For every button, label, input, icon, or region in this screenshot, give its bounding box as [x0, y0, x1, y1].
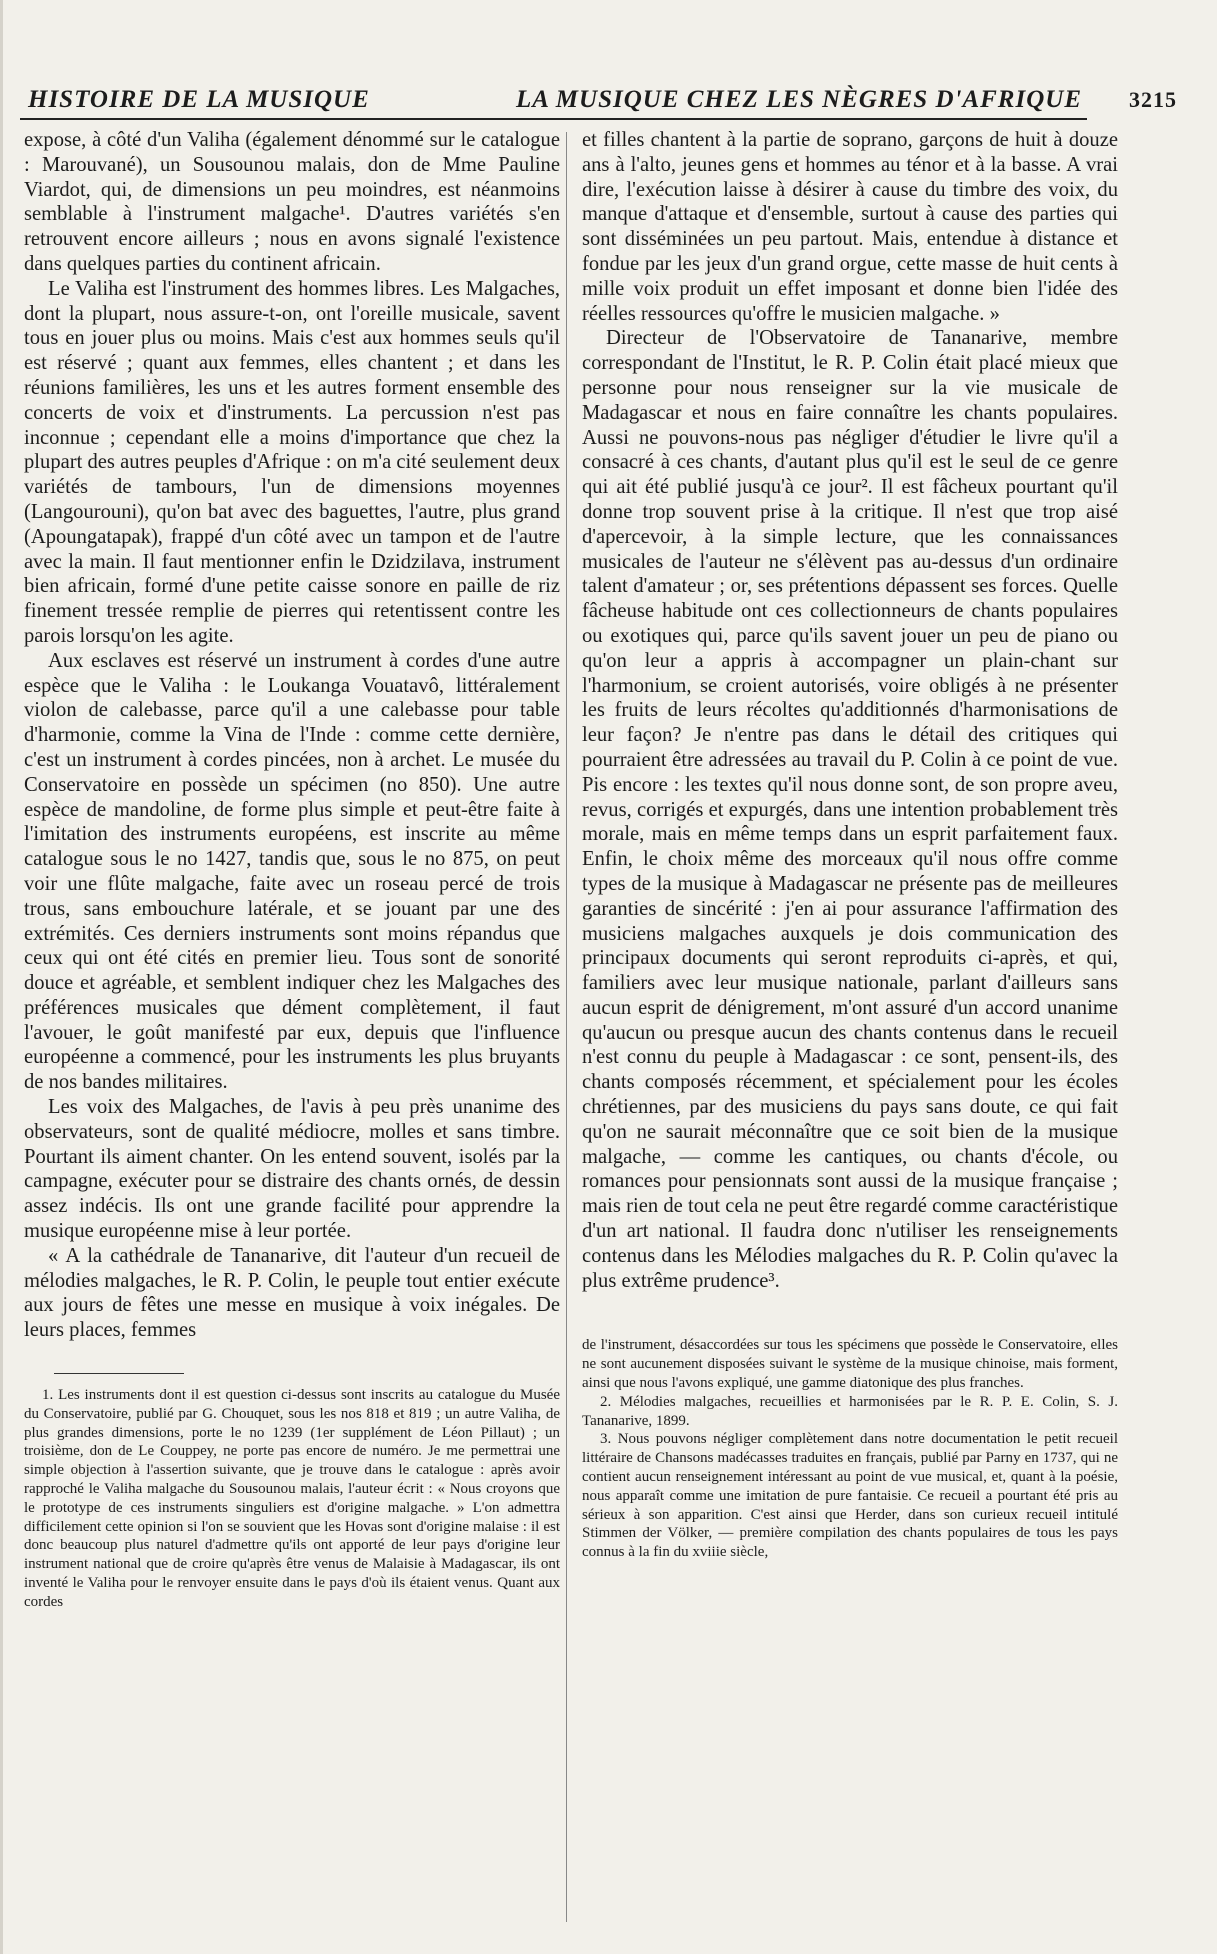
footnote: 1. Les instruments dont il est question ci-dessus sont inscrits au catalogue du Musée du Conservatoire, publié par G. Chouquet, sous les nos 818 et 819 ; un autre Valiha, de plus grandes dimensions, porte le no 1239 (1er supplément de Léon Pillaut) ; un troisième, don de Le Couppey, ne porte pas encore de numéro. Je me permettrai une simple objection à l'assertion suivante, que je trouve dans le catalogue : après avoir rapproché le Valiha malgache du Sousounou malais, l'auteur écrit : « Nous croyons que le prototype de ces instruments singuliers est d'origine malgache. » L'on admettra difficilement cette opinion si l'on se souvient que les Hovas sont d'origine malaise : il est donc beaucoup plus naturel d'admettre qu'ils ont apporté de leur pays d'origine leur instrument national que de croire qu'après être venus de Malaisie à Madagascar, ils ont inventé le Valiha pour le renvoyer ensuite dans le pays d'où ils étaient venus. Quant aux cordes: [24, 1387, 560, 1610]
right-column: [582, 128, 1118, 1562]
paragraph: « A la cathédrale de Tananarive, dit l'auteur d'un recueil de mélodies malgaches, le R. P. Colin, le peuple tout entier exécute aux jours de fêtes une messe en musique à voix inégales. De leurs places, femmes: [24, 1244, 560, 1342]
page-edge-shadow: [0, 0, 3, 1954]
right-footnotes: [582, 1336, 1118, 1562]
paragraph: Aux esclaves est réservé un instrument à cordes d'une autre espèce que le Valiha : le Loukanga Vouatavô, littéralement violon de calebasse, parce qu'il a une calebasse pour table d'harmonie, comme la Vina de l'Inde : comme cette dernière, c'est un instrument à cordes pincées, non à archet. Le musée du Conservatoire en possède un spécimen (no 850). Une autre espèce de mandoline, de forme plus simple et peut-être faite à l'imitation des instruments européens, est inscrite au même catalogue sous le no 1427, tandis que, sous le no 875, on peut voir une flûte malgache, faite avec un roseau percé de trois trous, sans embouchure latérale, et se jouant par une des extrémités. Ces derniers instruments sont moins répandus que ceux qui ont été cités en premier lieu. Tous sont de sonorité douce et agréable, et semblent indiquer chez les Malgaches des préférences musicales que dément complètement, il faut l'avouer, le goût manifesté par eux, depuis que l'influence européenne a commencé, pour les instruments les plus bruyants de nos bandes militaires.: [24, 649, 560, 1094]
page-number: 3215: [1129, 87, 1177, 112]
footnote: de l'instrument, désaccordées sur tous les spécimens que possède le Conservatoire, elles ne sont aucunement disposées suivant le système de la musique chinoise, mais forment, ainsi que nous l'avons expliqué, une gamme diatonique des plus franches.: [582, 1337, 1118, 1392]
left-column: [24, 128, 560, 1612]
column-divider: [566, 132, 567, 1922]
running-header: [20, 82, 1177, 118]
right-column-text: [582, 128, 1118, 1293]
paragraph: expose, à côté d'un Valiha (également dénommé sur le catalogue : Marouvané), un Sousounou malais, don de Mme Pauline Viardot, qui, de dimensions un peu moindres, est néanmoins semblable à l'instrument malgache¹. D'autres variétés s'en retrouvent encore ailleurs ; nous en avons signalé l'existence dans quelques parties du continent africain.: [24, 129, 560, 275]
header-rule: [20, 118, 1087, 120]
header-left-title: HISTOIRE DE LA MUSIQUE: [28, 86, 370, 113]
footnote-rule: [54, 1373, 184, 1374]
paragraph: Directeur de l'Observatoire de Tananarive, membre correspondant de l'Institut, le R. P. Colin était placé mieux que personne pour nous renseigner sur la vie musicale de Madagascar et nous en faire connaître les chants populaires. Aussi ne pouvons-nous pas négliger d'étudier le livre qu'il a consacré à ces chants, d'autant plus qu'il est le seul de ce genre qui ait été publié jusqu'à ce jour². Il est fâcheux pourtant qu'il donne trop souvent prise à la critique. Il n'est que trop aisé d'apercevoir, à la simple lecture, que les connaissances musicales de l'auteur ne s'élèvent pas au-dessus d'un ordinaire talent d'amateur ; or, ses prétentions dépassent ses forces. Quelle fâcheuse habitude ont ces collectionneurs de chants populaires ou exotiques qui, parce qu'ils savent jouer un peu de piano ou qu'on leur a appris à accompagner un plain-chant sur l'harmonium, se croient autorisés, voire obligés à ne présenter les fruits de leurs récoltes qu'additionnés d'harmonisations de leur façon? Je n'entre pas dans le détail des critiques qui pourraient être adressées au travail du P. Colin à ce point de vue. Pis encore : les textes qu'il nous donne sont, de son propre aveu, revus, corrigés et expurgés, dans une intention probablement très morale, mais en même temps dans un esprit parfaitement faux. Enfin, le choix même des morceaux qu'il nous offre comme types de la musique à Madagascar ne présente pas de meilleures garanties de sincérité : j'en ai pour assurance l'affirmation des musiciens malgaches auxquels je dois communication des principaux documents qui seront reproduits ci-après, et qui, familiers avec leur musique nationale, parlant d'ailleurs sans aucun esprit de dénigrement, m'ont assuré d'un accord unanime qu'aucun ou presque aucun des chants contenus dans le recueil n'est connu du peuple à Madagascar : ce sont, pensent-ils, des chants composés récemment, et spécialement pour les écoles chrétiennes, par des musiciens du pays sans doute, ce qui fait qu'on ne saurait méconnaître que ce soit bien de la musique malgache, — comme les cantiques, ou chants d'école, ou romances pour pensionnats sont aussi de la musique française ; mais rien de tout cela ne peut être regardé comme caractéristique d'un art national. Il faudra donc n'utiliser les renseignements contenus dans les Mélodies malgaches du R. P. Colin qu'avec la plus extrême prudence³.: [582, 327, 1118, 1292]
left-column-text: [24, 128, 560, 1343]
header-right-title: LA MUSIQUE CHEZ LES NÈGRES D'AFRIQUE: [515, 86, 1082, 113]
paragraph: Le Valiha est l'instrument des hommes libres. Les Malgaches, dont la plupart, nous assure-t-on, ont l'oreille musicale, savent tous en jouer plus ou moins. Mais c'est aux hommes seuls qu'il est réservé ; quant aux femmes, elles chantent ; et dans les réunions familières, les uns et les autres forment ensemble des concerts de voix et d'instruments. La percussion n'est pas inconnue ; cependant elle a moins d'importance que chez la plupart des autres peuples d'Afrique : on m'a cité seulement deux variétés de tambours, l'un de dimensions moyennes (Langourouni), qu'on bat avec des baguettes, l'autre, plus grand (Apoungatapak), frappé d'un côté avec un tampon et de l'autre avec la main. Il faut mentionner enfin le Dzidzilava, instrument bien africain, formé d'une petite caisse sonore en paille de riz finement tressée remplie de pierres qui retentissent contre les parois lorsqu'on les agite.: [24, 277, 560, 647]
left-footnotes: [24, 1386, 560, 1612]
paragraph: et filles chantent à la partie de soprano, garçons de huit à douze ans à l'alto, jeunes gens et hommes au ténor et à la basse. A vrai dire, l'exécution laisse à désirer à cause du timbre des voix, du manque d'attaque et d'ensemble, surtout à cause des parties qui sont disséminées un peu partout. Mais, entendue à distance et fondue par les jeux d'un grand orgue, cette masse de huit cents à mille voix produit un effet imposant et donne bien l'idée des réelles ressources qu'offre le musicien malgache. »: [582, 129, 1118, 325]
footnote: 3. Nous pouvons négliger complètement dans notre documentation le petit recueil littéraire de Chansons madécasses traduites en français, publié par Parny en 1737, qui ne contient aucun renseignement intéressant au point de vue musical, et, quant à la poésie, nous apparaît comme une imitation de pure fantaisie. Ce recueil a pourtant été pris au sérieux à son apparition. C'est ainsi que Herder, dans son curieux recueil intitulé Stimmen der Völker, — première compilation des chants populaires de tous les pays connus à la fin du xviiie siècle,: [582, 1431, 1118, 1561]
paragraph: Les voix des Malgaches, de l'avis à peu près unanime des observateurs, sont de qualité médiocre, molles et sans timbre. Pourtant ils aiment chanter. On les entend souvent, isolés par la campagne, exécuter pour se distraire des chants ornés, de dessin assez indécis. Ils ont une grande facilité pour apprendre la musique européenne mise à leur portée.: [24, 1096, 560, 1243]
footnote: 2. Mélodies malgaches, recueillies et harmonisées par le R. P. E. Colin, S. J. Tananarive, 1899.: [582, 1393, 1118, 1429]
